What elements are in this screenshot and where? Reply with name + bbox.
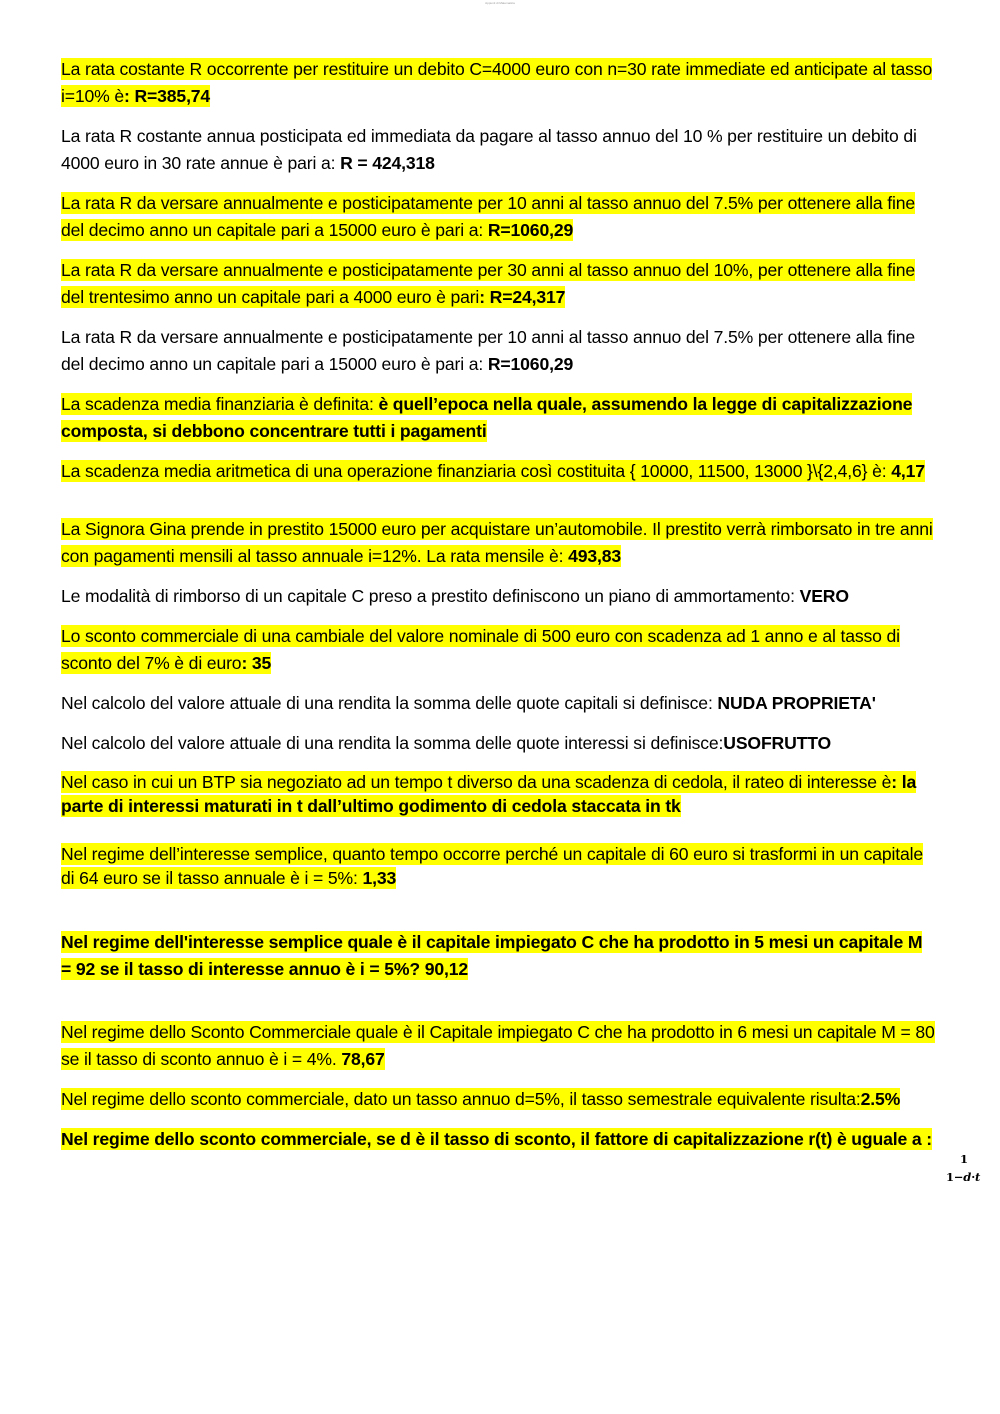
qa-item <box>61 690 937 717</box>
qa-item <box>61 583 937 610</box>
question-text: La scadenza media finanziaria è definita: <box>61 394 379 414</box>
question-text: La rata R costante annua posticipata ed immediata da pagare al tasso annuo del 10 % per restituire un debito di 4000 euro in 30 rate annue è pari a: <box>61 126 917 173</box>
answer-text: : R=385,74 <box>124 86 211 106</box>
answer-text: R=1060,29 <box>487 354 574 374</box>
qa-item <box>61 1086 937 1113</box>
question-text: Nel calcolo del valore attuale di una rendita la somma delle quote capitali si definisce: <box>61 693 718 713</box>
answer-text: 4,17 <box>891 461 925 481</box>
formula-denominator-prefix: 1− <box>945 1170 964 1184</box>
qa-item <box>61 458 937 485</box>
answer-text: : 35 <box>241 653 272 673</box>
answer-text: USOFRUTTO <box>723 733 832 753</box>
qa-item <box>61 324 937 378</box>
question-text: Nel regime dello Sconto Commerciale quale è il Capitale impiegato C che ha prodotto in 6 mesi un capitale M = 80 se il tasso di sconto annuo è i = 4%. <box>61 1022 935 1069</box>
qa-item <box>61 929 937 983</box>
formula-dot: · <box>971 1170 976 1184</box>
answer-text: R = 424,318 <box>340 153 435 173</box>
qa-item <box>61 730 937 757</box>
question-text: La rata R da versare annualmente e posticipatamente per 10 anni al tasso annuo del 7.5% per ottenere alla fine del decimo anno un capitale pari a 15000 euro è pari a: <box>61 327 915 374</box>
answer-text: NUDA PROPRIETA' <box>717 693 876 713</box>
answer-text: : la parte di interessi maturati in t dall’ultimo godimento di cedola staccata in tk <box>61 772 917 816</box>
qa-item <box>61 1019 937 1073</box>
qa-item <box>61 842 937 890</box>
answer-text: 493,83 <box>568 546 622 566</box>
qa-item <box>61 623 937 677</box>
answer-text: 1,33 <box>362 868 397 888</box>
answer-text: è quell’epoca nella quale, assumendo la legge di capitalizzazione composta, si debbono concentrare tutti i pagamenti <box>61 394 913 441</box>
answer-text: 78,67 <box>341 1049 385 1069</box>
question-text: La rata costante R occorrente per restituire un debito C=4000 euro con n=30 rate immediate ed anticipate al tasso i=10% è <box>61 59 933 106</box>
formula-numerator: 1 <box>959 1152 968 1166</box>
qa-item <box>61 56 937 110</box>
answer-text: : R=24,317 <box>479 287 566 307</box>
formula-denominator <box>946 1171 980 1184</box>
qa-item <box>61 123 937 177</box>
question-text: Lo sconto commerciale di una cambiale del valore nominale di 500 euro con scadenza ad 1 anno e al tasso di sconto del 7% è di euro <box>61 626 900 673</box>
question-text: La scadenza media aritmetica di una operazione finanziaria così costituita { 10000, 11500, 13000 }\{2,4,6} è: <box>61 461 892 481</box>
document-body <box>61 56 981 1184</box>
answer-text: R=1060,29 <box>487 220 574 240</box>
answer-text: Nel regime dello sconto commerciale, se d è il tasso di sconto, il fattore di capitalizzazione r(t) è uguale a : <box>61 1129 932 1149</box>
qa-item <box>61 257 937 311</box>
qa-item <box>61 1126 981 1184</box>
qa-item <box>61 190 937 244</box>
question-text: La rata R da versare annualmente e posticipatamente per 10 anni al tasso annuo del 7.5% per ottenere alla fine del decimo anno un capitale pari a 15000 euro è pari a: <box>61 193 915 240</box>
qa-item <box>61 770 937 818</box>
answer-text: Nel regime dell'interesse semplice quale è il capitale impiegato C che ha prodotto in 5 mesi un capitale M = 92 se il tasso di interesse annuo è i = 5%? 90,12 <box>61 932 923 979</box>
question-text: Le modalità di rimborso di un capitale C preso a prestito definiscono un piano di ammortamento: <box>61 586 800 606</box>
question-text: La Signora Gina prende in prestito 15000 euro per acquistare un’automobile. Il prestito verrà rimborsato in tre anni con pagamenti mensili al tasso annuale i=12%. La rata mensile è: <box>61 519 933 566</box>
qa-item <box>61 391 937 445</box>
header-mark: Appunti di Matematica <box>485 1 515 5</box>
question-text: Nel regime dell’interesse semplice, quanto tempo occorre perché un capitale di 60 euro si trasformi in un capitale di 64 euro se il tasso annuale è i = 5%: <box>61 844 924 888</box>
question-text: Nel regime dello sconto commerciale, dato un tasso annuo d=5%, il tasso semestrale equivalente risulta: <box>61 1089 861 1109</box>
answer-text: 2.5% <box>860 1089 901 1109</box>
qa-item <box>61 516 937 570</box>
formula-var-d: d <box>963 1170 972 1184</box>
formula-var-t: t <box>975 1170 981 1184</box>
question-text: Nel calcolo del valore attuale di una rendita la somma delle quote interessi si definisce: <box>61 733 724 753</box>
question-text: La rata R da versare annualmente e posticipatamente per 30 anni al tasso annuo del 10%, per ottenere alla fine del trentesimo anno un capitale pari a 4000 euro è pari <box>61 260 915 307</box>
answer-text: VERO <box>799 586 849 606</box>
question-text: Nel caso in cui un BTP sia negoziato ad un tempo t diverso da una scadenza di cedola, il rateo di interesse è <box>61 772 892 792</box>
